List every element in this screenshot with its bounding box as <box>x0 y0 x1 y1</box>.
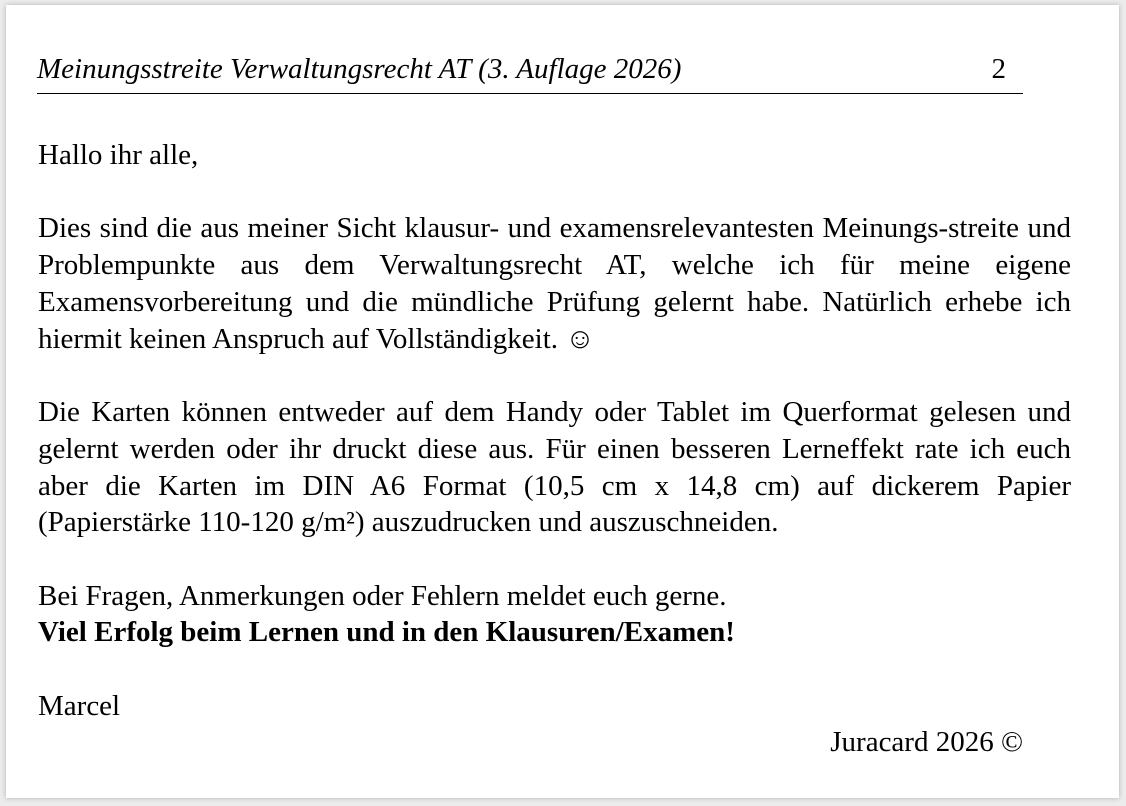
copyright-notice: Juracard 2026 © <box>830 726 1023 758</box>
document-page <box>6 5 1119 798</box>
page-header <box>37 49 1023 94</box>
greeting: Hallo ihr alle, <box>38 139 199 171</box>
signature: Marcel <box>38 689 121 722</box>
questions-line: Bei Fragen, Anmerkungen oder Fehlern meldet euch gerne. <box>38 579 727 612</box>
header-title: Meinungsstreite Verwaltungsrecht AT (3. Auflage 2026) <box>37 53 682 85</box>
page-number: 2 <box>991 53 1006 85</box>
closing-wish: Viel Erfolg beim Lernen und in den Klausuren/Examen! <box>38 616 735 649</box>
usage-paragraph: Die Karten können entweder auf dem Handy oder Tablet im Querformat gelesen und gelernt werden oder ihr druckt diese aus. Für einen besseren Lerneffekt rate ich euch aber die Karten im DIN A6 Format (10,5 cm x 14,8 cm) auf dickerem Papier (Papierstärke 110-120 g/m²) auszudrucken und auszuschneiden. <box>38 395 1071 539</box>
document-body <box>38 137 1071 725</box>
contact-paragraph <box>38 578 1071 652</box>
intro-paragraph: Dies sind die aus meiner Sicht klausur- und examensrelevantesten Meinungs-streite und Problempunkte aus dem Verwaltungsrecht AT, welche ich für meine eigene Examensvorbereitung und die mündliche Prüfung gelernt habe. Natürlich erhebe ich hiermit keinen Anspruch auf Vollständigkeit. ☺ <box>38 212 1071 355</box>
